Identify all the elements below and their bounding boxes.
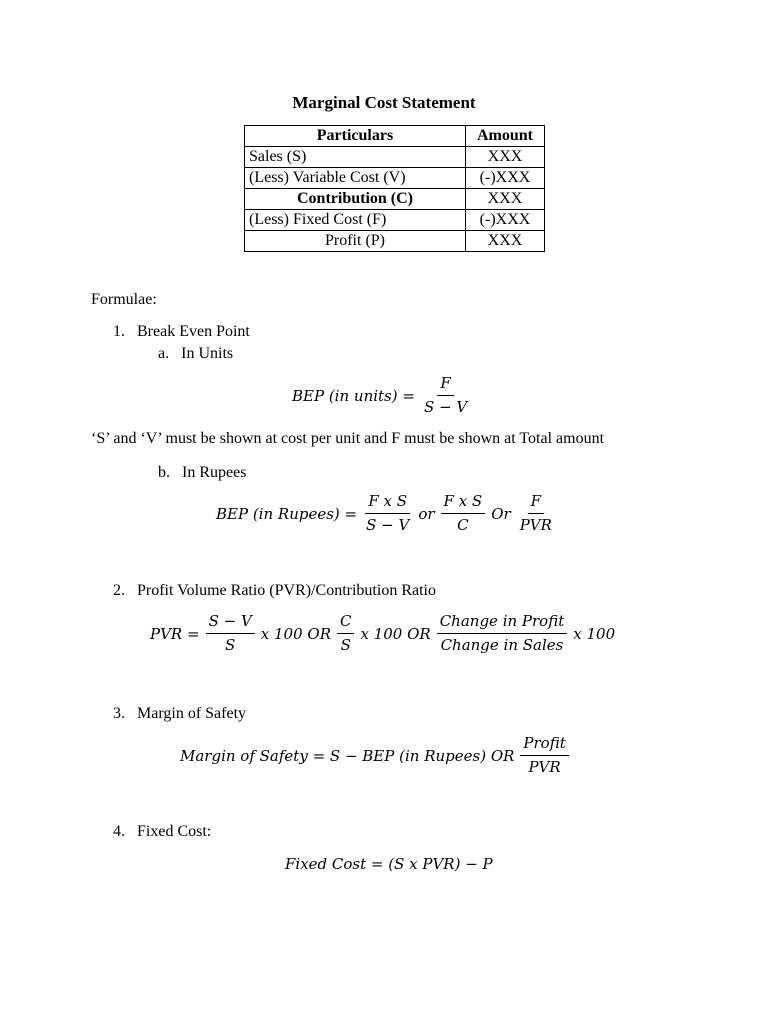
item-number: 3. bbox=[113, 705, 125, 722]
numerator: Profit bbox=[520, 734, 568, 756]
item-pvr bbox=[113, 581, 436, 601]
equation-lhs: BEP (in Rupees) = bbox=[216, 504, 358, 523]
bep-rupees-equation bbox=[216, 492, 561, 535]
row-amount: (-)XXX bbox=[466, 210, 545, 231]
item-in-units bbox=[158, 344, 233, 364]
row-amount: XXX bbox=[466, 147, 545, 168]
or-text: or bbox=[418, 504, 435, 523]
item-bep bbox=[113, 322, 250, 342]
fraction bbox=[520, 734, 568, 777]
item-number: 1. bbox=[113, 323, 125, 340]
table-row bbox=[245, 168, 545, 189]
multiplier-text: x 100 OR bbox=[260, 624, 331, 643]
fraction bbox=[363, 492, 412, 535]
table-header-row bbox=[245, 126, 545, 147]
numerator: F x S bbox=[441, 492, 486, 514]
item-number: b. bbox=[158, 464, 170, 481]
item-label: In Units bbox=[181, 345, 234, 362]
bep-units-equation bbox=[292, 374, 476, 417]
multiplier-text: x 100 OR bbox=[360, 624, 431, 643]
item-label: Fixed Cost: bbox=[137, 823, 212, 840]
table-row bbox=[245, 210, 545, 231]
item-label: In Rupees bbox=[182, 464, 247, 481]
header-particulars: Particulars bbox=[245, 126, 466, 147]
numerator: F bbox=[528, 492, 544, 514]
item-mos bbox=[113, 704, 246, 724]
item-label: Break Even Point bbox=[137, 323, 250, 340]
fixed-cost-equation: Fixed Cost = (S x PVR) − P bbox=[285, 855, 493, 873]
table-row bbox=[245, 231, 545, 252]
numerator: C bbox=[337, 612, 354, 634]
row-particular: Sales (S) bbox=[245, 147, 466, 168]
row-particular: (Less) Fixed Cost (F) bbox=[245, 210, 466, 231]
row-amount: XXX bbox=[466, 231, 545, 252]
item-number: 2. bbox=[113, 582, 125, 599]
item-fc bbox=[113, 822, 211, 842]
multiplier-text: x 100 bbox=[573, 624, 616, 643]
fraction bbox=[437, 612, 568, 655]
denominator: S bbox=[225, 636, 236, 654]
mos-equation bbox=[180, 734, 575, 777]
item-label: Margin of Safety bbox=[137, 705, 247, 722]
table-row bbox=[245, 147, 545, 168]
units-note: ‘S’ and ‘V’ must be shown at cost per unit and F must be shown at Total amount bbox=[91, 430, 605, 447]
denominator: S − V bbox=[366, 516, 410, 534]
denominator: S bbox=[340, 636, 351, 654]
fraction bbox=[206, 612, 255, 655]
row-particular: Contribution (C) bbox=[245, 189, 466, 210]
or-text: Or bbox=[491, 504, 511, 523]
equation-lhs: PVR = bbox=[150, 624, 200, 643]
page-title: Marginal Cost Statement bbox=[292, 93, 476, 112]
fraction bbox=[421, 374, 470, 417]
table-row bbox=[245, 189, 545, 210]
fraction bbox=[337, 612, 354, 655]
numerator: Change in Profit bbox=[437, 612, 568, 634]
denominator: C bbox=[457, 516, 469, 534]
item-label: Profit Volume Ratio (PVR)/Contribution Ratio bbox=[137, 582, 436, 599]
equation-lhs: BEP (in units) = bbox=[292, 386, 415, 405]
item-in-rupees bbox=[158, 463, 246, 483]
row-particular: Profit (P) bbox=[245, 231, 466, 252]
equation-lhs: Margin of Safety = S − BEP (in Rupees) OR bbox=[180, 746, 515, 765]
header-amount: Amount bbox=[466, 126, 545, 147]
item-number: a. bbox=[158, 345, 170, 362]
row-particular: (Less) Variable Cost (V) bbox=[245, 168, 466, 189]
fraction bbox=[517, 492, 555, 535]
pvr-equation bbox=[150, 612, 615, 655]
denominator: PVR bbox=[519, 516, 552, 534]
denominator: S − V bbox=[423, 398, 468, 416]
numerator: F x S bbox=[365, 492, 410, 514]
row-amount: XXX bbox=[466, 189, 545, 210]
denominator: Change in Sales bbox=[440, 636, 564, 654]
fraction bbox=[441, 492, 486, 535]
marginal-cost-table bbox=[244, 125, 545, 252]
formulae-label: Formulae: bbox=[91, 291, 157, 308]
numerator: S − V bbox=[206, 612, 255, 634]
numerator: F bbox=[437, 374, 453, 396]
item-number: 4. bbox=[113, 823, 125, 840]
row-amount: (-)XXX bbox=[466, 168, 545, 189]
denominator: PVR bbox=[528, 758, 561, 776]
